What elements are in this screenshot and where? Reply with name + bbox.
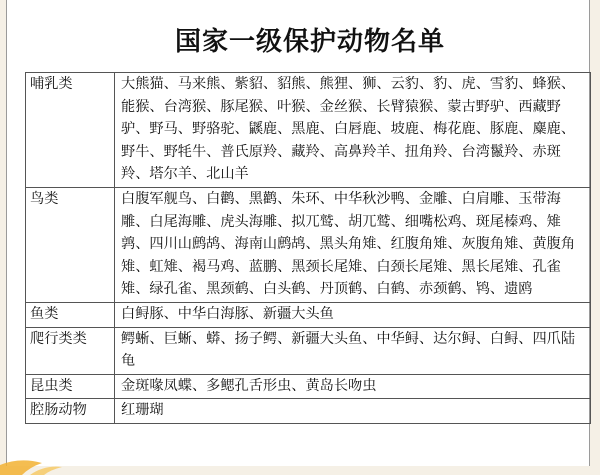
category-cell: 昆虫类 xyxy=(26,374,115,399)
table-row xyxy=(26,327,591,374)
page-title: 国家一级保护动物名单 xyxy=(174,27,445,57)
category-cell: 鱼类 xyxy=(26,302,115,327)
animal-list-cell: 白腹军舰鸟、白鹳、黑鹳、朱环、中华秋沙鸭、金雕、白肩雕、玉带海雕、白尾海雕、虎头海雕、拟兀鹫、胡兀鹫、细嘴松鸡、斑尾榛鸡、雉鹑、四川山鹧鸪、海南山鹧鸪、黑头角雉、红腹角雉、灰腹角雉、黄腹角雉、虹雉、褐马鸡、蓝鹏、黑颈长尾雉、白颈长尾雉、黑长尾雉、孔雀雉、绿孔雀、黑颈鹤、白头鹤、丹顶鹤、白鹤、赤颈鹤、鸨、遗鸥 xyxy=(115,187,591,302)
animal-list-cell: 大熊猫、马来熊、紫貂、貂熊、熊狸、狮、云豹、豹、虎、雪豹、蜂猴、能猴、台湾猴、豚尾猴、叶猴、金丝猴、长臂猿猴、蒙古野驴、西藏野驴、野马、野骆驼、鼷鹿、黑鹿、白唇鹿、坡鹿、梅花鹿、豚鹿、麋鹿、野牛、野牦牛、普氏原羚、藏羚、高鼻羚羊、扭角羚、台湾鬣羚、赤斑羚、塔尔羊、北山羊 xyxy=(115,73,591,188)
table-row xyxy=(26,399,591,424)
table-row xyxy=(26,374,591,399)
table-row xyxy=(26,187,591,302)
decoration-swoosh xyxy=(30,467,62,475)
category-cell: 鸟类 xyxy=(26,187,115,302)
table-row xyxy=(26,302,591,327)
protected-animals-table xyxy=(25,72,591,424)
table-row xyxy=(26,73,591,188)
document-page xyxy=(6,0,590,466)
category-cell: 腔肠动物 xyxy=(26,399,115,424)
category-cell: 哺乳类 xyxy=(26,73,115,188)
animal-list-cell: 白鲟豚、中华白海豚、新疆大头鱼 xyxy=(115,302,591,327)
corner-decoration xyxy=(0,453,80,475)
category-cell: 爬行类类 xyxy=(26,327,115,374)
animal-list-cell: 金斑喙凤蝶、多鳃孔舌形虫、黄岛长吻虫 xyxy=(115,374,591,399)
animal-list-cell: 鳄蜥、巨蜥、蟒、扬子鳄、新疆大头鱼、中华鲟、达尔鲟、白鲟、四爪陆龟 xyxy=(115,327,591,374)
animal-list-cell: 红珊瑚 xyxy=(115,399,591,424)
